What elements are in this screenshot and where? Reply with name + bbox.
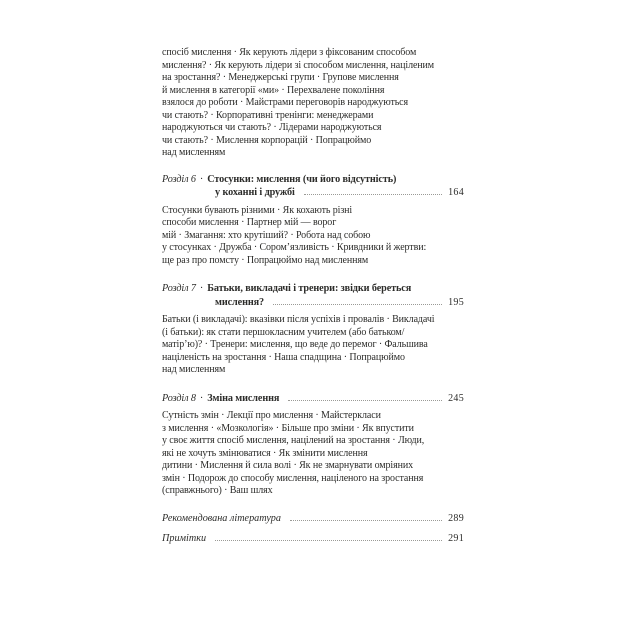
chapter-title-text: Стосунки: мислення (чи його відсутність) bbox=[207, 173, 397, 185]
topic-line: (справжнього) · Ваш шлях bbox=[162, 485, 273, 496]
toc-entry-recommended-reading bbox=[162, 513, 464, 534]
chapter-label: Розділ 7 bbox=[162, 283, 196, 294]
page-number: 291 bbox=[448, 533, 464, 544]
toc-entry-chapter-6 bbox=[162, 173, 464, 268]
chapter-topics bbox=[162, 205, 464, 268]
chapter-title-text: мислення? bbox=[215, 296, 265, 308]
chapter-title-text: Зміна мислення bbox=[207, 392, 280, 404]
chapter-title-line-1 bbox=[162, 282, 464, 296]
topic-line: народжуються чи стають? · Лідерами народжуються bbox=[162, 122, 382, 133]
topic-line: дитини · Мислення й сила волі · Як не змарнувати омріяних bbox=[162, 460, 413, 471]
separator-dot: · bbox=[199, 173, 204, 185]
topic-line: Сутність змін · Лекції про мислення · Майстеркласи bbox=[162, 410, 381, 421]
topic-line: Батьки (і викладачі): вказівки після успіхів і провалів · Викладачі bbox=[162, 314, 435, 325]
page-number: 164 bbox=[448, 187, 464, 198]
topic-line: у своє життя спосіб мислення, націлений на зростання · Люди, bbox=[162, 435, 425, 446]
topic-line: мислення? · Як керують лідери зі способом мислення, націленим bbox=[162, 59, 435, 71]
separator-dot: · bbox=[199, 392, 204, 404]
dotted-leader bbox=[215, 540, 442, 541]
topic-line: які не хочуть змінюватися · Як змінити мислення bbox=[162, 447, 368, 459]
topic-line: над мисленням bbox=[162, 147, 226, 158]
chapter-title-line-2 bbox=[162, 186, 464, 200]
topic-line: з мислення · «Мозкологія» · Більше про зміни · Як впустити bbox=[162, 422, 414, 434]
topic-line: у стосунках · Дружба · Сором’язливість · Кривдники й жертви: bbox=[162, 242, 427, 253]
toc-entry-chapter-7 bbox=[162, 282, 464, 377]
topic-line: націленість на зростання · Наша спадщина · Попрацюймо bbox=[162, 351, 405, 363]
back-matter-label: Рекомендована література bbox=[162, 512, 281, 524]
topic-line: (і батьки): як стати першокласним учителем (або батьком/ bbox=[162, 326, 405, 338]
toc-entry-chapter-8 bbox=[162, 392, 464, 498]
topic-line: й мислення в категорії «ми» · Перехвалене покоління bbox=[162, 84, 385, 96]
dotted-leader bbox=[304, 194, 442, 195]
dotted-leader bbox=[288, 400, 442, 401]
topic-line: матір’ю)? · Тренери: мислення, що веде до перемог · Фальшива bbox=[162, 339, 428, 350]
chapter-heading bbox=[162, 282, 464, 309]
chapter-title-line-1 bbox=[162, 392, 464, 406]
chapter-heading bbox=[162, 173, 464, 200]
chapter5-topics-continuation bbox=[162, 47, 464, 160]
topic-line: Стосунки бувають різними · Як кохають різні bbox=[162, 204, 353, 216]
chapter-topics bbox=[162, 410, 464, 498]
dotted-leader bbox=[290, 520, 442, 521]
topic-line: ще раз про помсту · Попрацюймо над мисленням bbox=[162, 254, 369, 266]
dotted-leader bbox=[273, 304, 442, 305]
topic-line: спосіб мислення · Як керують лідери з фіксованим способом bbox=[162, 47, 417, 58]
topic-line: способи мислення · Партнер мій — ворог bbox=[162, 217, 337, 228]
topic-line: мій · Змагання: хто крутіший? · Робота над собою bbox=[162, 229, 371, 241]
topic-line: чи стають? · Мислення корпорацій · Попрацюймо bbox=[162, 134, 372, 146]
topic-line: над мисленням bbox=[162, 364, 226, 375]
page-number: 245 bbox=[448, 392, 464, 404]
topic-line: взялося до роботи · Майстрами переговорів народжуються bbox=[162, 97, 409, 108]
back-matter bbox=[162, 513, 464, 554]
back-matter-label: Примітки bbox=[162, 533, 207, 544]
chapter-title-text: у коханні і дружбі bbox=[215, 187, 295, 198]
chapter-title-text: Батьки, викладачі і тренери: звідки береться bbox=[207, 283, 412, 294]
chapter-title-line-2 bbox=[162, 296, 464, 310]
topic-line: на зростання? · Менеджерські групи · Групове мислення bbox=[162, 72, 399, 83]
chapter-label: Розділ 6 bbox=[162, 173, 196, 185]
chapter-topics bbox=[162, 314, 464, 377]
chapter-heading bbox=[162, 392, 464, 406]
separator-dot: · bbox=[199, 283, 204, 294]
page-number: 195 bbox=[448, 296, 464, 308]
chapter-label: Розділ 8 bbox=[162, 392, 196, 404]
topic-line: змін · Подорож до способу мислення, націленого на зростання bbox=[162, 472, 424, 484]
topic-line: чи стають? · Корпоративні тренінги: менеджерами bbox=[162, 109, 374, 121]
chapter-title-line-1 bbox=[162, 173, 464, 187]
table-of-contents bbox=[162, 47, 464, 554]
toc-entry-notes bbox=[162, 533, 464, 554]
page-number: 289 bbox=[448, 512, 464, 524]
